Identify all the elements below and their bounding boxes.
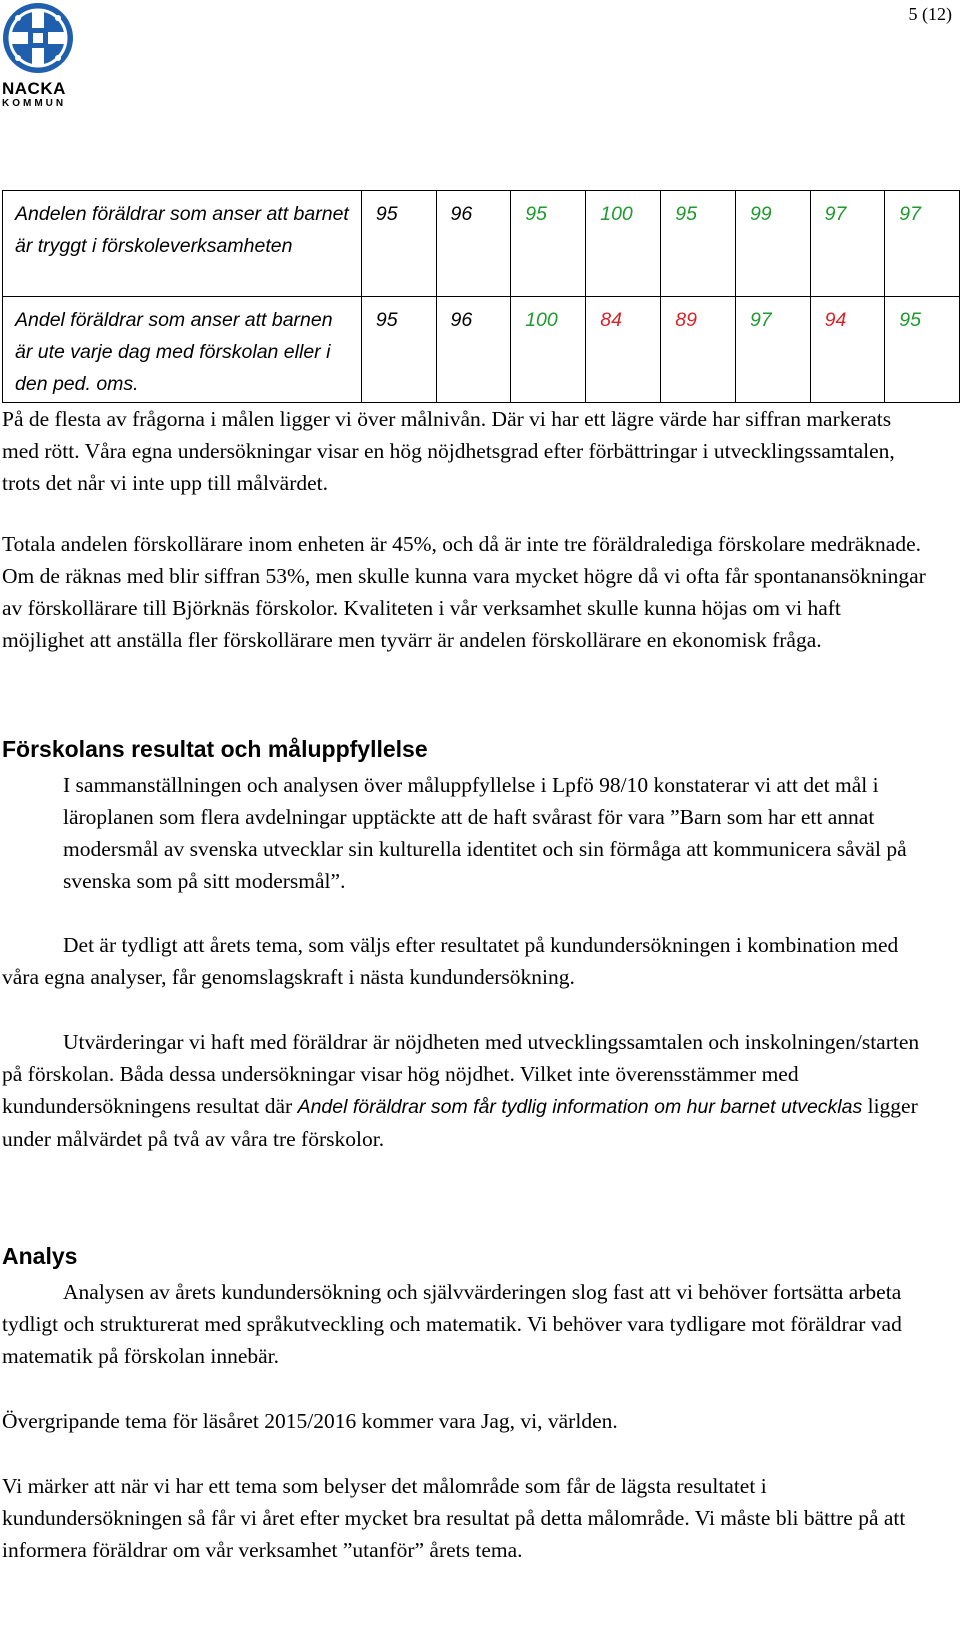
- cell-value: 96: [436, 191, 511, 297]
- table-row: [3, 191, 960, 297]
- cell-value: 94: [810, 297, 885, 403]
- paragraph-analysis: [2, 1276, 927, 1372]
- cell-value: 99: [735, 191, 810, 297]
- logo-kommun-text: KOMMUN: [2, 98, 67, 109]
- paragraph-text: I sammanställningen och analysen över måluppfyllelse i Lpfö 98/10 konstaterar vi att det mål i läroplanen som flera avdelningar upptäckte att de haft svårast för vara ”Barn som har ett annat modersmål av svenska utvecklar sin kulturella identitet och sin förmåga att kommunicera såväl på svenska som på sitt modersmål”.: [63, 773, 907, 893]
- paragraph-text: Utvärderingar vi haft med föräldrar är nöjdheten med utvecklingssamtalen och inskolningen/starten på förskolan. Båda dessa undersökningar visar hög nöjdhet. Vilket inte överensstämmer med kundundersökningens resultat där: [2, 1030, 920, 1118]
- page-number: 5 (12): [908, 4, 952, 24]
- cell-value: 95: [661, 191, 736, 297]
- row-label: Andel föräldrar som anser att barnen är ute varje dag med förskolan eller i den ped. oms.: [3, 297, 362, 403]
- logo-nacka-text: NACKA: [2, 79, 66, 98]
- paragraph-observations: Vi märker att när vi har ett tema som belyser det målområde som får de lägsta resultatet i kundundersökningen så får vi året efter mycket bra resultat på detta målområde. Vi måste bli bättre på att informera föräldrar om vår verksamhet ”utanför” årets tema.: [2, 1474, 906, 1562]
- paragraph-text: ligger under målvärdet på två av våra tre förskolor.: [2, 1094, 918, 1151]
- paragraph-goal-levels: På de flesta av frågorna i målen ligger vi över målnivån. Där vi har ett lägre värde har siffran markerats med rött. Våra egna undersökningar visar en hög nöjdhetsgrad efter förbättringar i utvecklingssamtalen, trots det når vi inte upp till målvärdet.: [2, 407, 895, 495]
- cell-value: 96: [436, 297, 511, 403]
- row-label: Andelen föräldrar som anser att barnet är tryggt i förskoleverksamheten: [3, 191, 362, 297]
- paragraph-teacher-share: Totala andelen förskollärare inom enheten är 45%, och då är inte tre föräldralediga förskolare medräknade. Om de räknas med blir siffran 53%, men skulle kunna vara mycket högre då vi ofta får spontanansökningar av förskollärare till Björknäs förskolor. Kvaliteten i vår verksamhet skulle kunna höjas om vi haft möjlighet att anställa fler förskollärare men tyvärr är andelen förskollärare en ekonomisk fråga.: [2, 532, 926, 652]
- section-heading-results: Förskolans resultat och måluppfyllelse: [2, 736, 428, 762]
- paragraph-theme: [2, 929, 927, 993]
- table-row: [3, 297, 960, 403]
- cell-value: 97: [885, 191, 960, 297]
- nacka-kommun-logo: [2, 2, 78, 109]
- cell-value: 95: [361, 297, 436, 403]
- cell-value: 97: [735, 297, 810, 403]
- cell-value: 95: [511, 191, 586, 297]
- results-table: [2, 190, 960, 403]
- paragraph-text: Analysen av årets kundundersökning och självvärderingen slog fast att vi behöver fortsätta arbeta tydligt och strukturerat med språkutveckling och matematik. Vi behöver vara tydligare mot föräldrar vad matematik på förskolan innebär.: [2, 1280, 902, 1368]
- paragraph-evaluations: [2, 1026, 927, 1155]
- section-heading-analysis: Analys: [2, 1243, 78, 1269]
- paragraph-overall-theme: Övergripande tema för läsåret 2015/2016 kommer vara Jag, vi, världen.: [2, 1409, 618, 1433]
- nacka-emblem-icon: [2, 2, 74, 74]
- cell-value: 95: [885, 297, 960, 403]
- cell-value: 100: [511, 297, 586, 403]
- paragraph-results-analysis: [2, 769, 927, 897]
- cell-value: 100: [586, 191, 661, 297]
- emphasized-survey-question: Andel föräldrar som får tydlig information om hur barnet utvecklas: [297, 1096, 863, 1118]
- cell-value: 89: [661, 297, 736, 403]
- cell-value: 97: [810, 191, 885, 297]
- cell-value: 84: [586, 297, 661, 403]
- cell-value: 95: [361, 191, 436, 297]
- paragraph-text: Det är tydligt att årets tema, som väljs efter resultatet på kundundersökningen i kombination med våra egna analyser, får genomslagskraft i nästa kundundersökning.: [2, 933, 899, 989]
